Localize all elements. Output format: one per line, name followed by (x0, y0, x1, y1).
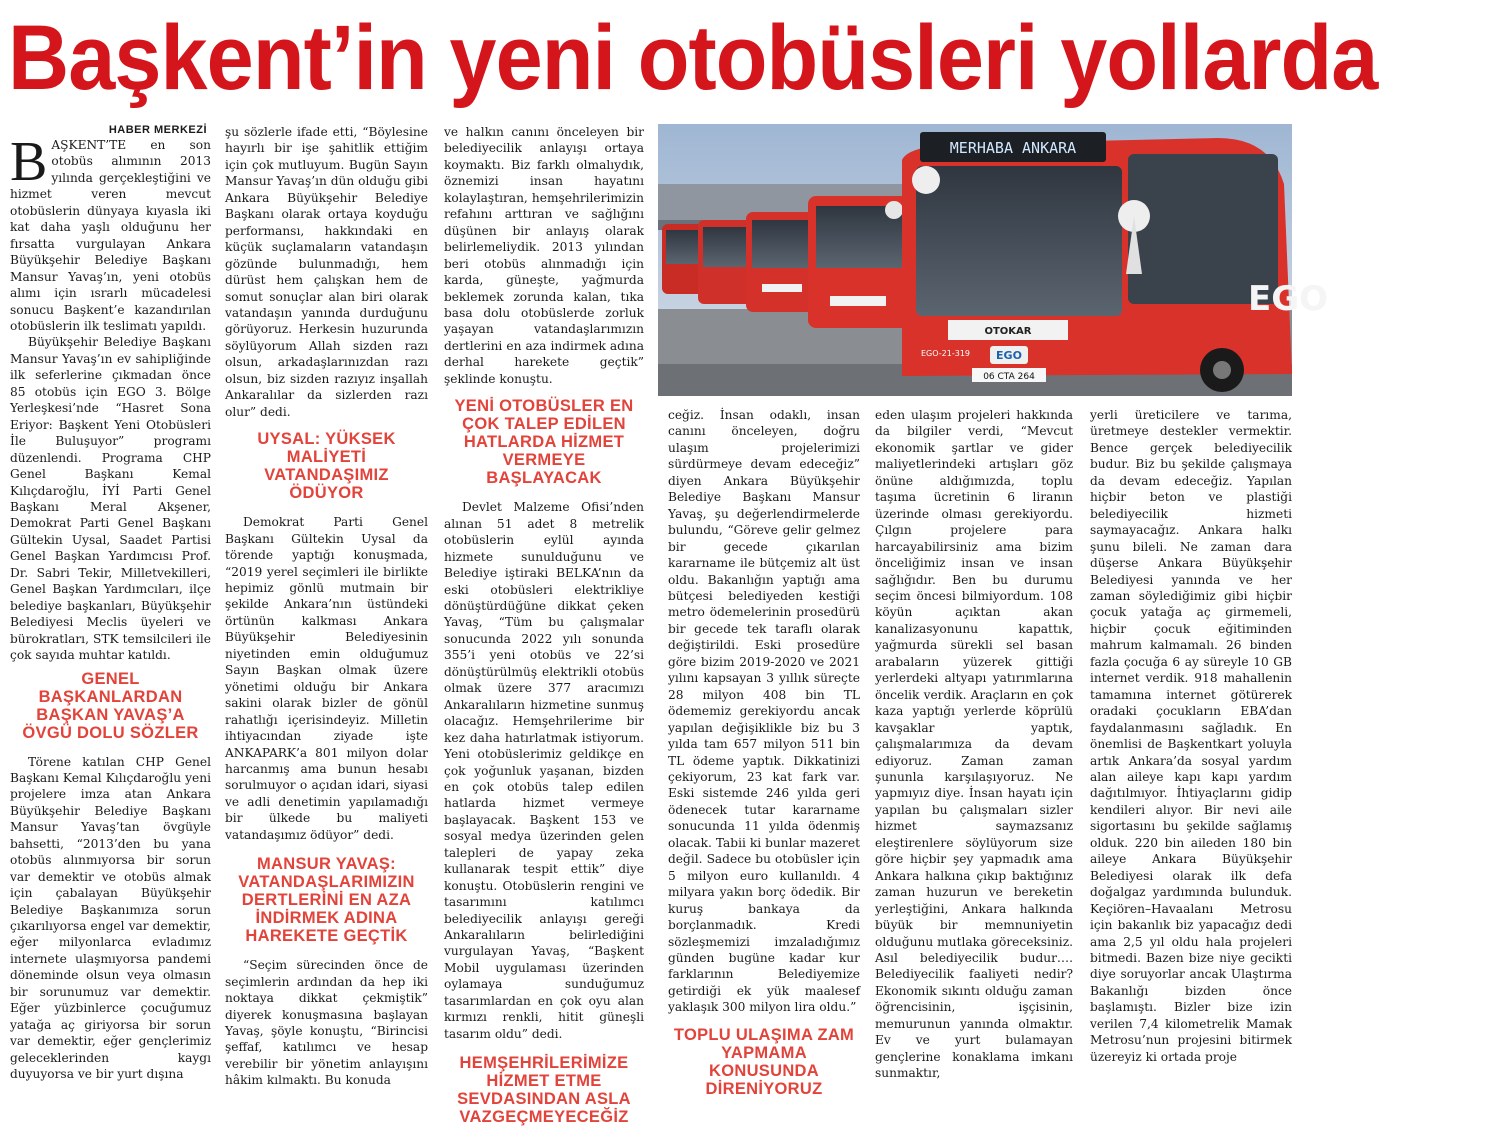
headline-text: Başkent’in yeni otobüsleri yollarda (8, 7, 1378, 109)
paragraph: “Seçim sürecinden önce de seçimlerin ardından da hep iki noktaya dikkat çekmiştik” diyerek konuşmasına başlayan Yavaş, şöyle konuştu, “Birincisi şeffaf, katılımcı ve hesap verebilir bir yönetim anlayışını hâkim kılmaktı. Bu konuda (225, 958, 428, 1088)
destination-sign: MERHABA ANKARA (949, 139, 1077, 157)
paragraph: Törene katılan CHP Genel Başkanı Kemal Kılıçdaroğlu yeni projelere imza atan Ankara Büyükşehir Belediye Başkanı Mansur Yavaş’tan övgüyle bahsetti, “2013’den bu yana otobüs alınmıyorsa bir sorun var demektir ve otobüs almak için çabalayan Büyükşehir Belediye Başkanımıza sorun çıkarılıyorsa engel var demektir, eğer milyonlarca evladımız internete ulaşmıyorsa pandemi döneminde olsun veya olmasın bir sorunumuz var demektir. Eğer yüzbinlerce çocuğumuz yatağa aç giriyorsa bir sorun var demektir, eğer gençlerimiz geleceklerinden kaygı duyuyorsa ve bir yurt dışına (10, 754, 211, 1082)
column-6 (1090, 407, 1292, 1064)
subheading: TOPLU ULAŞIMA ZAM YAPMAMA KONUSUNDA DİRENİYORUZ (673, 1025, 855, 1098)
subheading: YENİ OTOBÜSLER EN ÇOK TALEP EDİLEN HATLARDA HİZMET VERMEYE BAŞLAYACAK (454, 397, 634, 488)
dropcap: B (10, 131, 48, 193)
fleet-number: EGO-21-319 (921, 349, 970, 358)
byline: HABER MERKEZİ (108, 124, 207, 136)
paragraph: Büyükşehir Belediye Başkanı Mansur Yavaş’ın ev sahipliğinde ilk seferlerine çıkmadan önce 85 otobüs için EGO 3. Bölge Yerleşkesi’nde “Hasret Sona Eriyor: Başkent Yeni Otobüsleri İle Buluşuyor” programı düzenlendi. Programa CHP Genel Başkanı Kemal Kılıçdaroğlu, İYİ Parti Genel Başkanı Meral Akşener, Demokrat Parti Genel Başkanı Gültekin Uysal, Saadet Partisi Genel Başkan Yardımcısı Prof. Dr. Sabri Tekir, Milletvekilleri, Genel Başkan Yardımcıları, ilçe belediye başkanları, Büyükşehir Belediyesi Meclis üyeleri ve bürokratları, STK temsilcileri ile çok sayıda muhtar katıldı. (10, 335, 211, 663)
paragraph: Demokrat Parti Genel Başkanı Gültekin Uysal da törende yaptığı konuşmada, “2019 yerel seçimleri ile birlikte hepimiz gönlü mutmain bir şekilde Ankara’nın üstündeki örtünün kalkması Ankara Büyükşehir Belediyesinin niyetinden emin olduğumuz Sayın Başkan olmak üzere yönetimi olduğu bir Ankara sakini olarak bizler de gönül rahatlığı içerisindeyiz. Milletin ihtiyacından ziyade işte ANKAPARK’a 801 milyon dolar harcanmış ama bunun hesabı sorulmuyor o açıdan idari, siyasi ve adli denetimin yapılamadığı bir ülkede bu maliyeti vatandaşımız ödüyor” dedi. (225, 515, 428, 842)
subheading: MANSUR YAVAŞ: VATANDAŞLARIMIZIN DERTLERİNİ EN AZA İNDİRMEK ADINA HAREKETE GEÇTİK (238, 855, 415, 946)
bus-back-1 (808, 196, 910, 328)
bus-main (902, 132, 1328, 392)
column-2 (225, 124, 428, 1088)
column-1 (10, 124, 211, 1082)
subheading: UYSAL: YÜKSEK MALİYETİ VATANDAŞIMIZ ÖDÜYOR (257, 430, 396, 503)
subheading: GENEL BAŞKANLARDAN BAŞKAN YAVAŞ’A ÖVGÜ DOLU SÖZLER (22, 669, 199, 742)
side-ego-logo: EGO (1248, 279, 1329, 319)
paragraph: yerli üreticilere ve tarıma, üretmeye destekler vermektir. Bence gerçek belediyecilik budur. Biz bu şekilde çalışmaya da devam edeceğiz. Yapılan hiçbir beton ve plastiği belediyecilik hizmeti saymayacağız. Ankara halkı şunu bileli. Ne zaman dara düşerse Ankara Büyükşehir Belediyesi yanında ve her zaman söylediğimiz gibi hiçbir çocuk yatağa aç girmemeli, hiçbir çocuk eğitiminden mahrum kalmamalı. 26 binden fazla çocuğa 6 ay süreyle 10 GB internet verdik. 918 mahallenin tamamına internet götürerek oradaki çocukların EBA’dan faydalanmasını sağladık. En önemlisi de Başkentkart yoluyla artık Ankara’da sosyal yardım alan aileye kapı kapı yardım dağıtılmıyor. İhtiyaçlarını gidip kendileri alıyor. Bir nevi aile sigortasını bu şekilde sağlamış olduk. 220 bin aileden 180 bin aileye Ankara Büyükşehir Belediyesi olarak ilk defa doğalgaz yardımında bulunduk. Keçiören–Havaalanı Metrosu için bakanlık biz yapacağız dedi ama 2,5 yıl oldu hala projeleri bitmedi. Bazen bize niye gecikti diye soruyorlar ancak Ulaştırma Bakanlığı bizden önce başlamıştı. Bizler bize izin verilen 7,4 kilometrelik Mamak Metrosu’nun projesini bitirmek üzereyiz ki ortada proje (1090, 408, 1292, 1064)
paragraph: AŞKENT’TE en son otobüs alımının 2013 yılında gerçekleştiğini ve hizmet veren mevcut otobüslerin dünyaya kıyasla iki kat daha yaşlı olduğunu her fırsatta vurgulayan Ankara Büyükşehir Belediye Başkanı Mansur Yavaş’ın, yeni otobüs alımı için ısrarlı mücadelesi sonucu Başkent’e kazandırılan otobüslerin ilk teslimatı yapıldı. (10, 138, 211, 333)
paragraph: eden ulaşım projeleri hakkında da bilgiler verdi, “Mevcut ekonomik şartlar ve gider maliyetlerindeki artışları göz önüne aldığımızda, toplu taşıma ücretinin 6 liranın üzerinde olması gerekiyordu. Çılgın projelere para harcayabilirsiniz ama bizim önceliğimiz insan ve insan sağlığıdır. Ben bu durumu seçim öncesi bilmiyordum. 108 köyün açıktan akan kanalizasyonunu kapattık, yağmurda sürekli sel basan arabaların yüzerek gittiği yerlerdeki altyapı yatırımlarına öncelik verdik. Araçların en çok kaza yaptığı yerlerde köprülü kavşaklar yaptık, çalışmalarımıza da devam ediyoruz. Zaman zaman şununla karşılaşıyoruz. Ne yapmıyız diye. İnsan hayatı için yapılan bu çalışmaları sizler hizmet saymazsanız eleştirenlere söylüyorum size göre hiçbir şey yapmadık ama Ankara halkına çıkıp baktığınız zaman huzurun ve bereketin yerleştiğini, Ankara halkında büyük bir memnuniyetin olduğunu mutlaka göreceksiniz. Asıl belediyecilik budur…. Belediyecilik faaliyeti nedir? Ekonomik sıkıntı olduğu zaman öğrencisinin, işçisinin, memurunun yanında olmaktır. Ev ve yurt bulamayan gençlerine konaklama imkanı sunmaktır, (875, 408, 1073, 1081)
paragraph: Devlet Malzeme Ofisi’nden alınan 51 adet 8 metrelik otobüslerin eylül ayında hizmete sunulduğunu ve Belediye iştiraki BELKA’nın da eski otobüsleri elektrikliye dönüştürdüğüne dikkat çeken Yavaş, “Tüm bu çalışmalar sonucunda 2022 yılı sonunda 355’i yeni otobüs ve 22’si dönüştürülmüş elektrikli otobüs olmak üzere 377 aracımızı Ankaralıların hizmetine sunmuş olacağız. Hemşehrilerime bir kez daha hatırlatmak istiyorum. Yeni otobüslerimiz geldikçe en çok yoğunluk yaşanan, bizden en çok otobüs talep edilen hatlarda hizmet vermeye başlayacak. Başkent 153 ve sosyal medya üzerinden gelen talepleri de yapay zeka kullanarak tespit ettik” diye konuştu. Otobüslerin rengini ve tasarımını katılımcı belediyecilik anlayışı gereği Ankaralıların belirlediğini vurgulayan Yavaş, “Başkent Mobil uygulaması üzerinden oylamaya sunduğumuz tasarımlardan en çok oyu alan kırmızı renkli, hitit güneşli tasarım oldu” dedi. (444, 500, 644, 1041)
brand-mark: OTOKAR (984, 326, 1032, 337)
column-4 (668, 407, 860, 1098)
ego-logo: EGO (996, 349, 1022, 362)
paragraph: ve halkın canını önceleyen bir belediyecilik anlayışı ortaya koymaktı. Biz farklı olmalıydık, öznemizi insan hayatını kolaylaştıran, hemşehrilerimizin refahını arttıran ve sağlığını düşünen bir anlayış olarak belirlemeliydik. 2013 yılından beri otobüs alınmadığı için karda, güneşte, yağmurda beklemek zorunda kalan, tıka basa dolu otobüslerde zorluk yaşayan vatandaşlarımızın dertlerini en aza indirmek adına derhal harekete geçtik” şeklinde konuştu. (444, 125, 644, 386)
license-plate: 06 CTA 264 (983, 372, 1035, 382)
bus-fleet-illustration (658, 124, 1329, 396)
headline (8, 2, 1378, 114)
paragraph: ceğiz. İnsan odaklı, insan canını önceleyen, doğru ulaşım projelerimizi sürdürmeye devam edeceğiz” diyen Ankara Büyükşehir Belediye Başkanı Mansur Yavaş, şu değerlendirmelerde bulundu, “Göreve gelir gelmez bir gecede çıkarılan kararname ile bütçemiz alt üst oldu. Bakanlığın yaptığı ama bütçesi belediyeden kestiği metro ödemelerinin prosedürü bir gecede tek taraflı olarak değiştirildi. Eski prosedüre göre bizim 2019-2020 ve 2021 yılını kapsayan 3 yıllık süreçte 28 milyon 408 bin TL ödememiz gerekiyordu ancak yapılan değişiklikle biz bu 3 yılda tam 657 milyon 511 bin TL ödeme yaptık. Dikkatinizi çekiyorum, 23 kat fark var. Eski sistemde 246 yılda geri ödenecek tutar kararname sonucunda 11 yılda ödenmiş olacak. Tabii ki bunlar mazeret değil. Sadece bu otobüsler için 5 milyon euro kullanıldı. 4 milyara yakın borç ödedik. Bir kuruş bankaya da borçlanmadık. Kredi sözleşmemizi imzaladığımız günden bugüne kadar kur farklarının Belediyemize getirdiği ek yük maalesef yaklaşık 300 milyon lira oldu.” (668, 408, 860, 1015)
column-3 (444, 124, 644, 1126)
subheading: HEMŞEHRİLERİMİZE HİZMET ETME SEVDASINDAN ASLA VAZGEÇMEYECEĞİZ (457, 1054, 631, 1126)
bus-photo (658, 124, 1329, 396)
paragraph: şu sözlerle ifade etti, “Böylesine hayırlı bir işe şahitlik ettiğim için çok mutluyum. Bugün Sayın Mansur Yavaş’ın dün olduğu gibi Ankara Büyükşehir Belediye Başkanı olarak ortaya koyduğu performansı, hakkındaki en küçük suçlamaların vatandaşın gözünde bulunmadığı, hem dürüst hem çalışkan hem de somut sonuçlar alan biri olarak vatandaşın yanında durduğunu görüyoruz. Herkesin huzurunda söylüyorum Allah sizden razı olsun, arkadaşlarınızdan razı olsun, biz sizden razıyız inşallah Ankaralılar da sizlerden razı olur” dedi. (225, 125, 428, 419)
column-5 (875, 407, 1073, 1081)
